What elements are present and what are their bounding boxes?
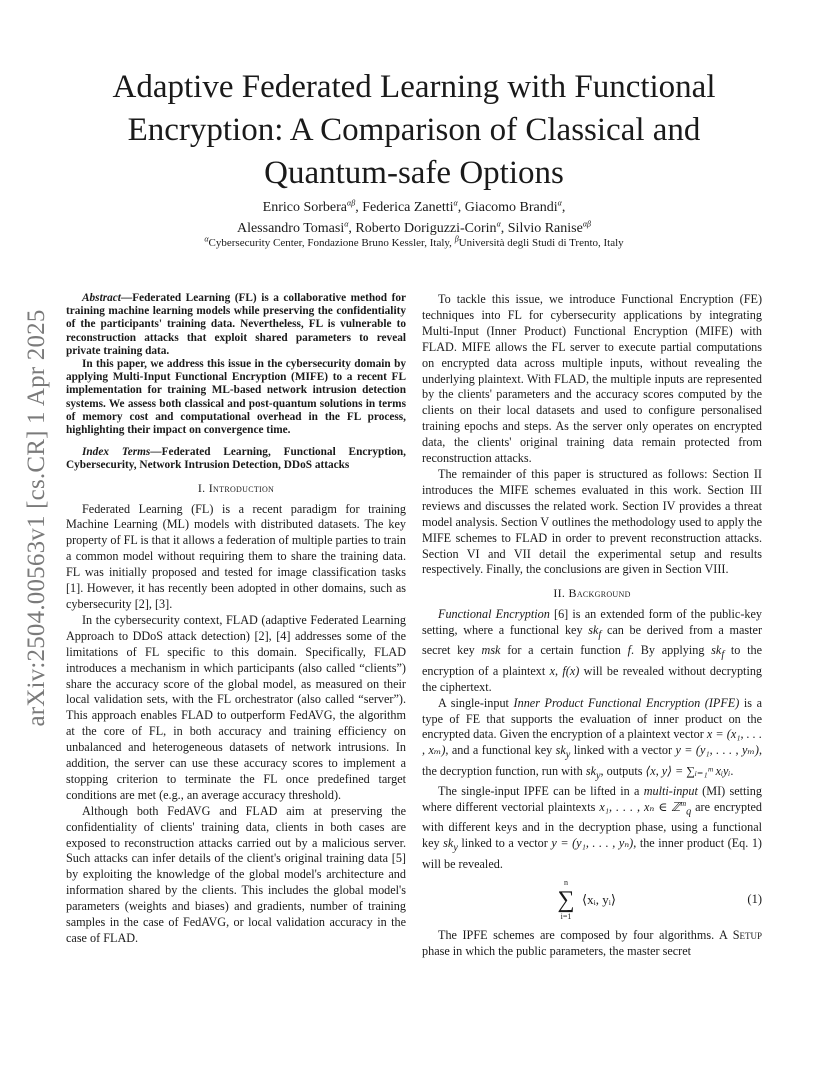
- abstract-label: Abstract: [82, 292, 121, 304]
- math: msk: [481, 643, 501, 658]
- math-subscript: q: [686, 806, 692, 818]
- math: x: [549, 663, 556, 678]
- author-list: [100, 197, 728, 239]
- author-separator: ,: [561, 200, 566, 215]
- author-separator: ,: [457, 200, 465, 215]
- text-run: , and a functional key: [445, 743, 556, 758]
- author-affiliation-mark: α: [344, 219, 349, 229]
- math-symbol: sk: [443, 836, 454, 851]
- author-affiliation-mark: αβ: [347, 198, 356, 208]
- text-run: , the inner product (Eq. 1) will be revealed.: [422, 836, 762, 871]
- math-symbol: sk: [711, 643, 722, 658]
- paper-title: [100, 66, 728, 195]
- author-name: Silvio Ranise: [507, 221, 583, 236]
- equation-1: [422, 878, 762, 924]
- math: [555, 743, 571, 761]
- math-subscript: f: [598, 629, 602, 641]
- math: f: [627, 643, 631, 658]
- algorithm-name: Setup: [732, 928, 762, 943]
- math: [443, 836, 458, 854]
- text-run: .: [730, 763, 734, 778]
- text-run: linked to a vector: [457, 836, 552, 851]
- title-line: Adaptive Federated Learning with Functional: [112, 69, 716, 105]
- author-name: Roberto Doriguzzi-Corin: [355, 221, 497, 236]
- text-run: [6] is an extended form of the public-key setting, where a functional key: [422, 607, 762, 638]
- left-column: [66, 292, 406, 947]
- arxiv-identifier: [20, 298, 54, 738]
- abstract-paragraph: [66, 292, 406, 358]
- body-paragraph: Although both FedAVG and FLAD aim at preserving the confidentiality of clients' training data, clients in both cases are exposed to reconstruction attacks carried out by a malicious server. Such attacks can infer details of the client's original training data [5] by exploiting the knowledge of the global model's architecture and information shared by the clients. This includes the global model's parameters (weights and biases) and gradients, number of training samples in the case of FedAVG, or local validation accuracy in the case of FLAD.: [66, 803, 406, 946]
- term: Functional Encryption: [438, 607, 550, 622]
- body-paragraph: To tackle this issue, we introduce Functional Encryption (FE) techniques into FL for cybersecurity applications by integrating Multi-Input (Inner Product) Functional Encryption (MIFE) with FLAD. MIFE allows the FL server to execute partial computations on encrypted data across multiple inputs, without revealing the underlying plaintext. With FLAD, the multiple inputs are represented by the clients' parameters and the accuracy scores computed by the clients on their local datasets and used to configure personalised training epochs and steps. As the server only operates on encrypted data, the clients' original training data remain protected from reconstruction attacks.: [422, 292, 762, 466]
- math: [588, 623, 602, 641]
- body-paragraph: [422, 607, 762, 695]
- summation-lower-limit: i=1: [560, 912, 572, 922]
- abstract-text: Federated Learning (FL) is a collaborative method for training machine learning models while preserving the confidentiality of the participants' training data. Nevertheless, FL is vulnerable to reconstruction attacks that exploit shared parameters to reveal private training data.: [66, 292, 406, 357]
- right-column: [422, 292, 762, 960]
- math-subscript: y: [453, 842, 458, 854]
- body-paragraph: [422, 696, 762, 784]
- text-run: to the encryption of a plaintext: [422, 643, 763, 678]
- section-heading-background: [422, 586, 762, 602]
- body-paragraph: The remainder of this paper is structured as follows: Section II introduces the MIFE schemes evaluated in this work. Section III reviews and discusses the related work. Section IV provides a threat model analysis. Section V outlines the methodology used to apply the MIFE schemes to FLAD in order to prevent reconstruction attacks. Section VI and VII detail the experimental setup and results respectively. Finally, the conclusions are given in Section VIII.: [422, 466, 762, 577]
- section-number: I.: [197, 480, 209, 495]
- author-name: Alessandro Tomasi: [236, 221, 345, 236]
- math: x = (x₁, . . . , xₘ): [422, 727, 762, 758]
- author-line: [100, 197, 728, 218]
- summation: [554, 878, 578, 922]
- affiliation-text: Università degli Studi di Trento, Italy: [458, 237, 624, 249]
- arxiv-identifier-text: arXiv:2504.00563v1 [cs.CR] 1 Apr 2025: [23, 309, 50, 727]
- author-separator: ,: [500, 221, 508, 236]
- math: y = (y₁, . . . , yₙ): [551, 836, 634, 851]
- author-affiliation-mark: α: [453, 198, 458, 208]
- text-run: , the decryption function, run with: [422, 743, 762, 778]
- abstract: [66, 292, 406, 437]
- section-title: Introduction: [208, 480, 275, 495]
- index-terms-text: —Federated Learning, Functional Encryption, Cybersecurity, Network Intrusion Detection, DDoS attacks: [66, 446, 406, 472]
- affiliation-mark: α: [204, 234, 209, 244]
- text-run: are encrypted with different keys and in the decryption phase, using a functional key: [422, 799, 762, 851]
- math-subscript: y: [595, 770, 601, 782]
- text-run: . By applying: [631, 643, 712, 658]
- math-symbol: sk: [555, 743, 566, 758]
- math: ⟨x, y⟩ = ∑ᵢ₌₁ᵐ xᵢyᵢ: [645, 763, 731, 778]
- section-title: Background: [568, 586, 631, 601]
- math-symbol: sk: [585, 763, 596, 778]
- term: Inner Product Functional Encryption (IPFE): [513, 695, 740, 710]
- math: y = (y₁, . . . , yₘ): [675, 743, 759, 758]
- author-separator: ,: [348, 221, 356, 236]
- math-subscript: y: [565, 749, 571, 761]
- math-superscript: m: [680, 798, 687, 808]
- summation-symbol: ∑: [557, 887, 575, 914]
- text-run: can be derived from a master secret key: [422, 623, 762, 658]
- section-number: II.: [553, 586, 569, 601]
- equation-number: (1): [747, 892, 762, 907]
- math: f(x): [562, 663, 580, 678]
- index-terms-label: Index Terms: [82, 446, 151, 459]
- term: multi-input: [643, 784, 698, 799]
- text-run: , outputs: [600, 763, 646, 778]
- affiliation-text: Cybersecurity Center, Fondazione Bruno Kessler, Italy,: [208, 237, 455, 249]
- text-run: The single-input IPFE can be lifted in a: [438, 784, 644, 799]
- body-paragraph: In the cybersecurity context, FLAD (adaptive Federated Learning Approach to DDoS attack detection) [2], [4] addresses some of the limitations of FL specific to this domain. Specifically, FLAD introduces a mechanism in which participants (also called “clients”) share the accuracy score of the global model, as measured on their local validation sets, with the FL orchestrator (also called “server”). This approach enables FLAD to outperform FedAVG, the algorithm at the core of FL, in both accuracy and training efficiency on unbalanced and heterogeneous datasets of network intrusions. In addition, the server can use these accuracy scores to implement a stopping criterion to terminate the FL once predefined target conditions are met (e.g., an average accuracy threshold).: [66, 612, 406, 802]
- affiliation-mark: β: [454, 234, 459, 244]
- author-affiliation-mark: α: [496, 219, 501, 229]
- affiliations: [100, 236, 728, 250]
- text-run: The IPFE schemes are composed by four algorithms. A: [438, 928, 733, 943]
- math: [711, 643, 725, 661]
- text-run: A single-input: [438, 695, 514, 710]
- text-run: is a type of FE that supports the evaluation of inner product on the encrypted data. Given the encryption of a plaintext vector: [422, 695, 763, 742]
- math: [599, 798, 692, 818]
- author-affiliation-mark: αβ: [582, 219, 592, 229]
- author-separator: ,: [355, 200, 363, 215]
- index-terms: [66, 446, 406, 472]
- title-line: Quantum-safe Options: [264, 155, 564, 191]
- section-heading-introduction: [66, 481, 406, 497]
- title-line: Encryption: A Comparison of Classical and: [127, 112, 701, 148]
- text-run: (MI) setting where different vectorial plaintexts: [422, 784, 762, 814]
- text-run: will be revealed without decrypting the ciphertext.: [422, 663, 763, 694]
- author-affiliation-mark: α: [557, 198, 562, 208]
- math-symbol: sk: [588, 623, 599, 638]
- author-name: Federica Zanetti: [362, 200, 454, 215]
- body-paragraph: Federated Learning (FL) is a recent paradigm for training Machine Learning (ML) models with distributed datasets. The key property of FL is that it allows a federation of multiple parties to train a common model without requiring them to share the training data. FL was initially proposed and tested for image classification tasks [1]. However, it has recently been adopted in other domains, such as cybersecurity [2], [3].: [66, 501, 406, 611]
- body-paragraph: [422, 784, 762, 872]
- abstract-dash: —: [120, 292, 133, 304]
- abstract-paragraph: In this paper, we address this issue in the cybersecurity domain by applying Multi-Input Functional Encryption (MIFE) to a recent FL implementation for training ML-based network intrusion detection systems. We assess both classical and post-quantum solutions in terms of memory cost and computational overhead in the FL process, highlighting their impact on convergence time.: [66, 358, 406, 437]
- math: [585, 763, 601, 782]
- text-run: linked with a vector: [570, 743, 676, 758]
- summation-upper-limit: n: [564, 878, 568, 888]
- text-run: phase in which the public parameters, the master secret: [422, 944, 692, 959]
- math-subscript: f: [721, 649, 725, 661]
- text-run: ,: [555, 663, 563, 678]
- math-symbol: x₁, . . . , xₙ ∈ ℤ: [599, 799, 681, 814]
- text-run: for a certain function: [500, 643, 628, 658]
- author-name: Giacomo Brandi: [464, 200, 558, 215]
- equation-body: ⟨xᵢ, yᵢ⟩: [582, 892, 616, 908]
- author-name: Enrico Sorbera: [262, 200, 347, 215]
- body-paragraph: [422, 928, 762, 960]
